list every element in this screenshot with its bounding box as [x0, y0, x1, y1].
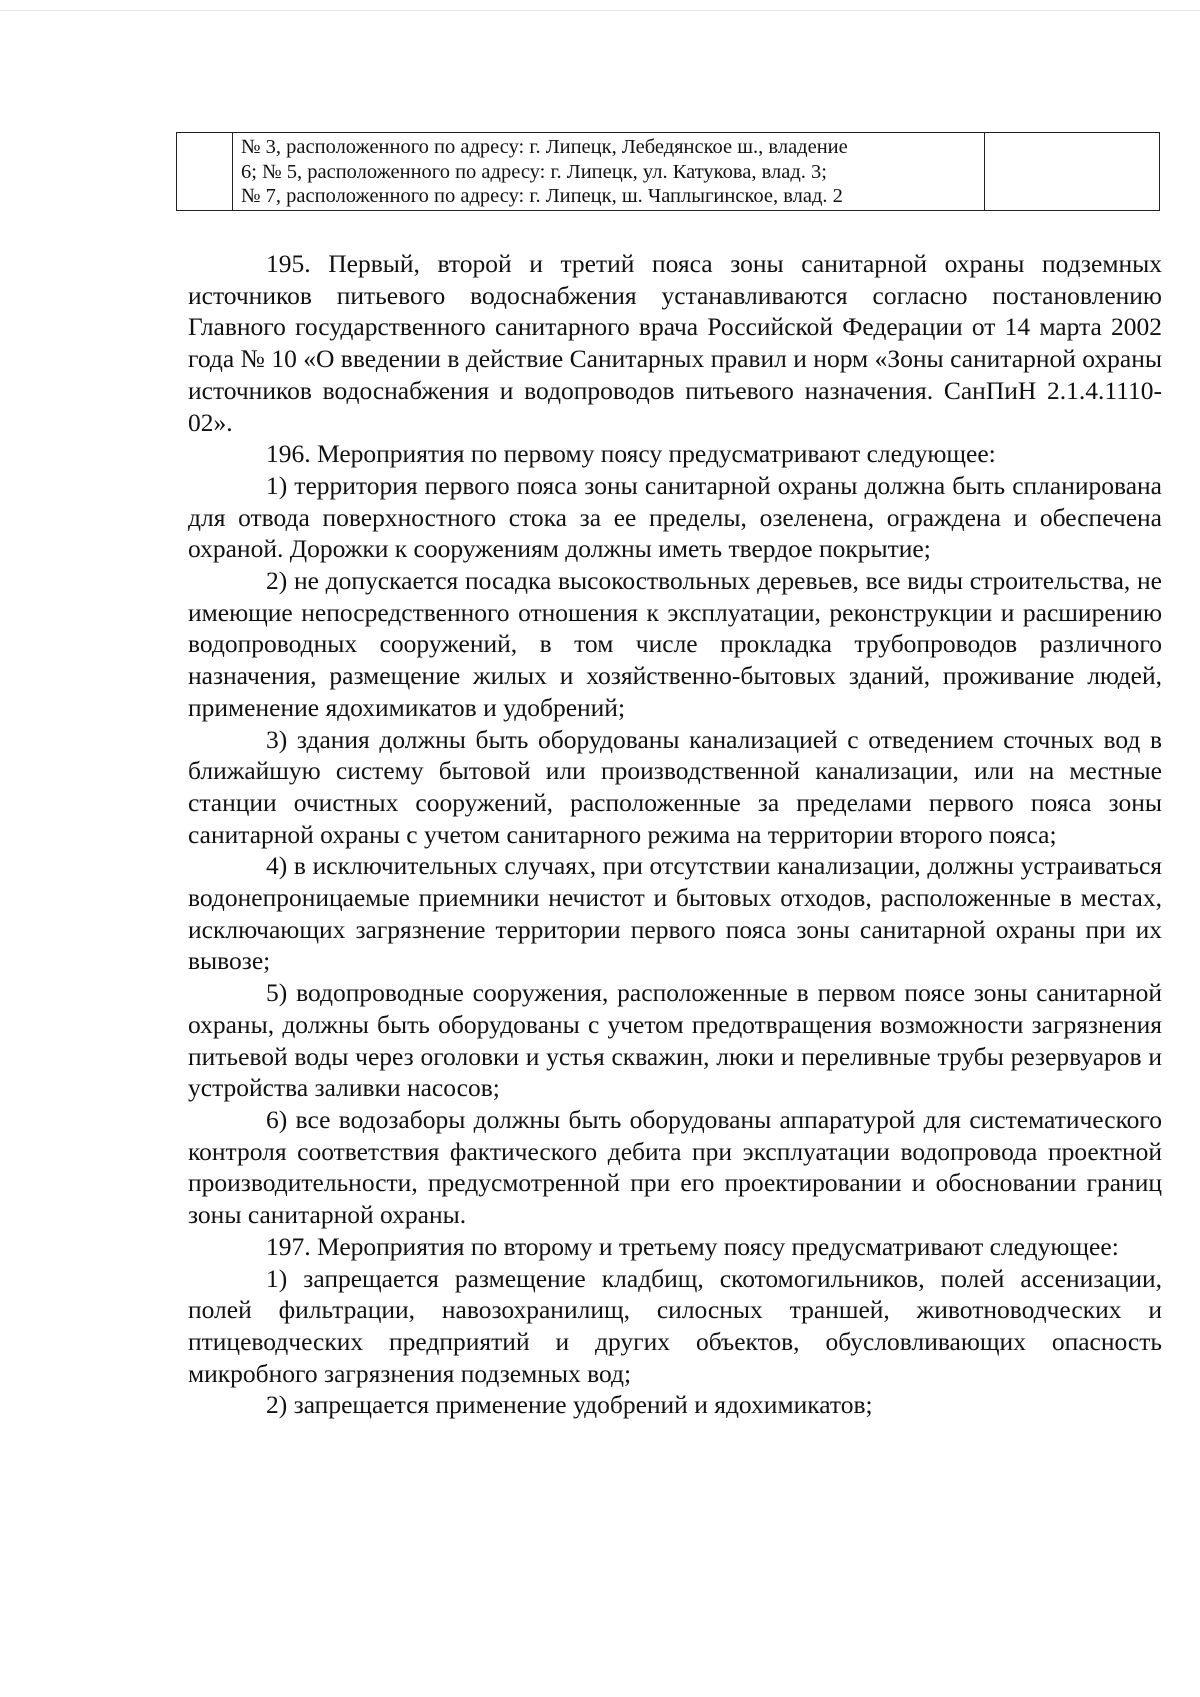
list-item-196-1: 1) территория первого пояса зоны санитарной охраны должна быть спланирована для отвода поверхностного стока за ее пределы, озеленена, ограждена и обеспечена охраной. Дорожки к сооружениям должны иметь твердое покрытие;	[188, 470, 1162, 564]
paragraph-197: 197. Мероприятия по второму и третьему поясу предусматривают следующее:	[266, 1231, 1119, 1261]
document-body	[188, 248, 1162, 1421]
table-cell-number	[177, 133, 233, 211]
list-item-196-3: 3) здания должны быть оборудованы канализацией с отведением сточных вод в ближайшую систему бытовой или производственной канализации, или на местные станции очистных сооружений, расположенные за пределами первого пояса зоны санитарной охраны с учетом санитарного режима на территории второго пояса;	[188, 724, 1162, 849]
list-item-196-6: 6) все водозаборы должны быть оборудованы аппаратурой для систематического контроля соответствия фактического дебита при эксплуатации водопровода проектной производительности, предусмотренной при его проектировании и обосновании границ зоны санитарной охраны.	[188, 1104, 1162, 1230]
paragraph-195: 195. Первый, второй и третий пояса зоны санитарной охраны подземных источников питьевого водоснабжения устанавливаются согласно постановлению Главного государственного санитарного врача Российской Федерации от 14 марта 2002 года № 10 «О введении в действие Санитарных правил и норм «Зоны санитарной охраны источников водоснабжения и водопроводов питьевого назначения. СанПиН 2.1.4.1110-02».	[188, 249, 1162, 437]
continuation-table	[176, 132, 1160, 211]
table-cell-objects	[233, 133, 985, 211]
table-cell-line: № 3, расположенного по адресу: г. Липецк, Лебедянское ш., владение	[241, 136, 848, 158]
scan-top-edge	[0, 10, 1200, 11]
list-item-196-4: 4) в исключительных случаях, при отсутствии канализации, должны устраиваться водонепроницаемые приемники нечистот и бытовых отходов, расположенные в местах, исключающих загрязнение территории первого пояса зоны санитарной охраны при их вывозе;	[188, 851, 1162, 976]
paragraph-196: 196. Мероприятия по первому поясу предусматривают следующее:	[266, 439, 996, 469]
list-item-197-1: 1) запрещается размещение кладбищ, скотомогильников, полей ассенизации, полей фильтрации, навозохранилищ, силосных траншей, животноводческих и птицеводческих предприятий и других объектов, обусловливающих опасность микробного загрязнения подземных вод;	[188, 1263, 1162, 1388]
list-item-196-2: 2) не допускается посадка высокоствольных деревьев, все виды строительства, не имеющие непосредственного отношения к эксплуатации, реконструкции и расширению водопроводных сооружений, в том числе прокладка трубопроводов различного назначения, размещение жилых и хозяйственно-бытовых зданий, проживание людей, применение ядохимикатов и удобрений;	[188, 566, 1162, 722]
list-item-196-5: 5) водопроводные сооружения, расположенные в первом поясе зоны санитарной охраны, должны быть оборудованы с учетом предотвращения возможности загрязнения питьевой воды через оголовки и устья скважин, люки и переливные трубы резервуаров и устройства заливки насосов;	[188, 978, 1162, 1103]
table-cell-line: № 7, расположенного по адресу: г. Липецк, ш. Чаплыгинское, влад. 2	[241, 185, 843, 207]
table-cell-empty	[985, 133, 1160, 211]
table-cell-line: 6; № 5, расположенного по адресу: г. Липецк, ул. Катукова, влад. 3;	[241, 160, 827, 183]
table-row	[177, 133, 1160, 211]
list-item-197-2: 2) запрещается применение удобрений и ядохимикатов;	[266, 1390, 873, 1420]
